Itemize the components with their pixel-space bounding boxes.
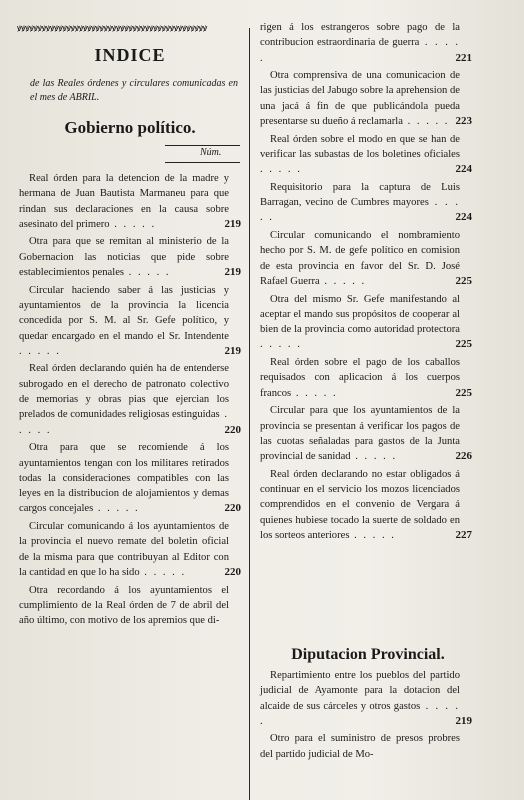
index-entry-page-number: 219 (224, 217, 241, 230)
index-entry (260, 180, 472, 226)
index-entry-text: Circular comunicando el nombramiento hecho por S. M. de gefe político en comision de esta provincia en favor del Sr. D. José Rafael Guerra . . . . . (260, 230, 460, 287)
index-entry (19, 283, 241, 359)
index-entry (19, 171, 241, 232)
index-entry-page-number: 220 (224, 423, 241, 436)
index-entry-text: Real órden declarando no estar obligados á continuar en el servicio los mozos licenciados comprendidos en el convenio de Vergara á quienes hubiese tocado la suerte de soldado en los sorteos anteriores . . . . . (260, 468, 460, 541)
index-entry-page-number: 227 (455, 528, 472, 541)
index-entry (260, 292, 472, 353)
index-entry (260, 467, 472, 543)
index-entry-page-number: 225 (455, 386, 472, 399)
left-column-entries (19, 171, 241, 631)
index-entry (260, 355, 472, 401)
page-title: INDICE (94, 45, 166, 65)
num-rule-top (165, 145, 240, 146)
index-entry (260, 731, 460, 762)
index-entry-text: Real órden declarando quién ha de entenderse subrogado en el derecho de patronato colectivo de memorias y obras pias que ejercian los prelados de comunidades religiosas estinguidas . . . . . (19, 363, 229, 436)
index-entry-text: Otra del mismo Sr. Gefe manifestando al aceptar el mando sus propósitos de cooperar al bien de la provincia como autoridad protectora . . . . . (260, 293, 460, 351)
section-heading-diputacion: Diputacion Provincial. (291, 646, 445, 663)
index-entry-text: Real órden sobre el pago de los caballos requisados con aplicacion á los cuerpos francos . . . . . (260, 357, 460, 399)
index-entry (260, 68, 472, 129)
index-entry (19, 234, 241, 280)
right-column-entries-2 (260, 668, 472, 764)
page-subtitle: de las Reales órdenes y circulares comunicadas en el mes de ABRIL. (30, 78, 238, 103)
index-entry-text: Circular para que los ayuntamientos de la provincia se presentan á verificar los pagos de las cuotas señaladas para gastos de la Junta provincial de sanidad . . . . . (260, 405, 460, 463)
index-entry (19, 583, 229, 629)
index-entry-text: Otra para que se recomiende á los ayuntamientos tengan con los militares retirados todas la consideraciones compatibles con las leyes en la distribucion de alojamientos y demas cargos concejales . . . . . (19, 442, 229, 515)
index-entry (19, 519, 241, 580)
index-entry-text: Otra comprensiva de una comunicacion de las justicias del Jabugo sobre la aprehension de una jacá á fin de que publicándola pueda presentarse su dueño á reclamarla . . . . . (260, 70, 460, 128)
right-column-entries (260, 20, 472, 545)
index-entry-text: Circular comunicando á los ayuntamientos de la provincia el nuevo remate del boletin oficial de la misma para que contribuyan al Editor con la cantidad en que lo ha sido . . . . . (19, 521, 229, 578)
index-entry (260, 668, 472, 729)
index-entry-text: Requisitorio para la captura de Luis Barragan, vecino de Cumbres mayores . . . . . (260, 181, 460, 224)
index-entry-page-number: 220 (224, 502, 241, 515)
index-entry-page-number: 219 (455, 714, 472, 727)
number-column-header: Núm. (200, 147, 222, 158)
section-heading-gobierno: Gobierno político. (64, 118, 196, 137)
index-entry-text: Otro para el suministro de presos probres del partido judicial de Mo- (260, 733, 460, 760)
index-entry-text: rigen á los estrangeros sobre pago de la contribucion estraordinaria de guerra . . . . . (260, 22, 461, 64)
index-entry-page-number: 225 (455, 274, 472, 287)
index-entry-page-number: 221 (455, 51, 472, 64)
index-entry-page-number: 226 (455, 450, 472, 463)
index-entry-page-number: 220 (224, 565, 241, 578)
index-entry-text: Real órden para la detencion de la madre y hermana de Juan Bautista Marmaneu para que rindan sus declaraciones en la causa sobre asesinato del primero . . . . . (19, 173, 229, 230)
index-entry-text: Otra recordando á los ayuntamientos el cumplimiento de la Real órden de 7 de abril del año último, con motivo de los apremios que di- (19, 584, 229, 627)
index-entry (260, 403, 472, 464)
index-entry-text: Real órden sobre el modo en que se han de verificar las subastas de los boletines oficiales . . . . . (260, 133, 460, 176)
num-rule-bottom (165, 162, 240, 163)
index-entry-text: Otra para que se remitan al ministerio de la Gobernacion las noticias que pide sobre establecimientos penales . . . . . (19, 236, 229, 279)
index-entry-page-number: 219 (224, 266, 241, 279)
index-entry (260, 132, 472, 178)
index-entry-page-number: 224 (455, 163, 472, 176)
index-entry (260, 228, 472, 289)
index-entry-text: Repartimiento entre los pueblos del partido judicial de Ayamonte para la dotacion del alcaide de sus cárceles y otros gastos . . . . . (260, 670, 461, 727)
index-entry-page-number: 224 (455, 211, 472, 224)
index-entry (19, 361, 241, 437)
index-entry (19, 440, 241, 516)
header-ornament: ꝟꝟꝟꝟꝟꝟꝟꝟꝟꝟꝟꝟꝟꝟꝟꝟꝟꝟꝟꝟꝟꝟꝟꝟꝟꝟꝟꝟꝟꝟꝟꝟꝟꝟꝟꝟꝟꝟꝟꝟꝟꝟꝟꝟꝟꝟ (17, 25, 207, 34)
index-entry (260, 20, 472, 66)
index-entry-page-number: 219 (224, 344, 241, 357)
index-entry-page-number: 223 (455, 115, 472, 128)
index-entry-page-number: 225 (455, 338, 472, 351)
index-entry-text: Circular haciendo saber á las justicias y ayuntamientos de la provincia la licencia concedida por S. M. al Sr. Gefe político, y quedar encargado en el mando el Sr. Intendente . . . . . (19, 284, 229, 357)
column-divider (249, 28, 250, 800)
